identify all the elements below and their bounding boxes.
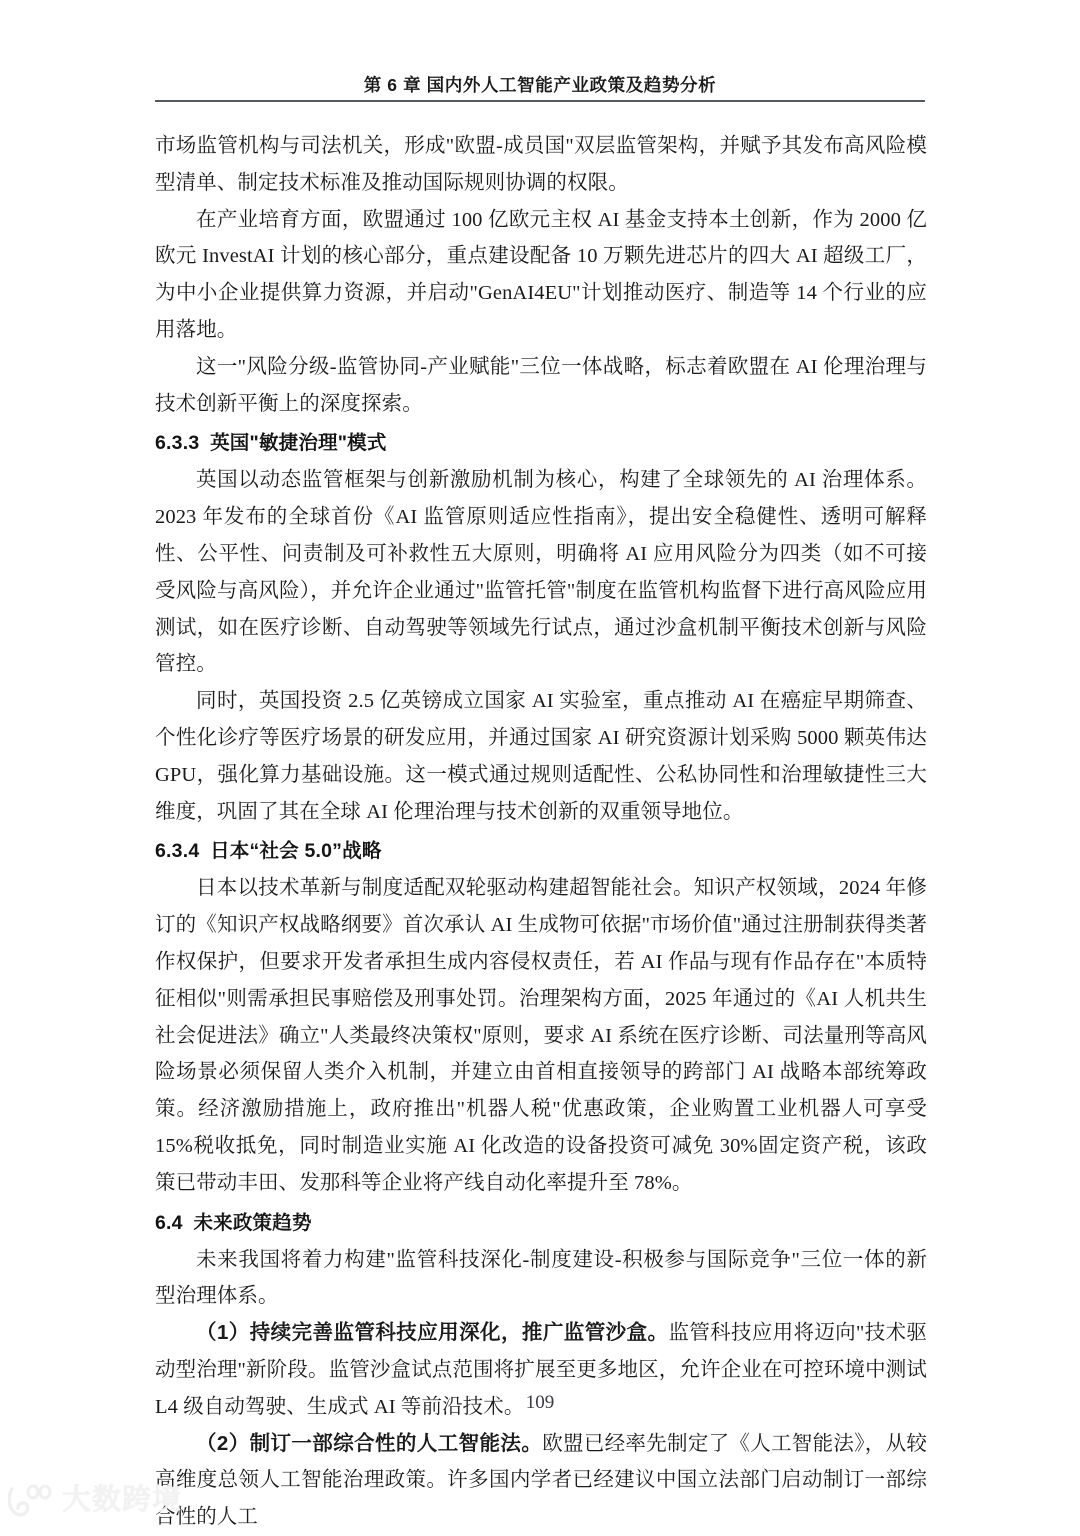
watermark-logo-icon <box>8 1483 54 1517</box>
paragraph-continued: 市场监管机构与司法机关，形成"欧盟-成员国"双层监管架构，并赋予其发布高风险模型清单、制定技术标准及推动国际规则协调的权限。 <box>155 135 927 194</box>
list-item-1-label: （1）持续完善监管科技应用深化，推广监管沙盒。 <box>196 1321 669 1345</box>
paragraph-uk-governance: 英国以动态监管框架与创新激励机制为核心，构建了全球领先的 AI 治理体系。2023 年发布的全球首份《AI 监管原则适应性指南》，提出安全稳健性、透明可解释性、公平性、问责制及可补救性五大原则，明确将 AI 应用风险分为四类（如不可接受风险与高风险），并允许企业通过"监管托管"制度在监管机构监督下进行高风险应用测试，如在医疗诊断、自动驾驶等领域先行试点，通过沙盒机制平衡技术创新与风险管控。 <box>155 469 927 676</box>
list-item-1-text: 监管科技应用将迈向"技术驱动型治理"新阶段。监管沙盒试点范围将扩展至更多地区，允许企业在可控环境中测试 L4 级自动驾驶、生成式 AI 等前沿技术。 <box>155 1322 928 1418</box>
paragraph-trinity-strategy: 这一"风险分级-监管协同-产业赋能"三位一体战略，标志着欧盟在 AI 伦理治理与技术创新平衡上的深度探索。 <box>155 355 927 415</box>
heading-6-3-4-title: 日本“社会 5.0”战略 <box>210 840 382 863</box>
heading-6-4 <box>155 1205 927 1241</box>
heading-6-3-3 <box>155 425 927 461</box>
paragraph-industry-cultivation: 在产业培育方面，欧盟通过 100 亿欧元主权 AI 基金支持本土创新，作为 2000 亿欧元 InvestAI 计划的核心部分，重点建设配备 10 万颗先进芯片的四大 AI 超级工厂，为中小企业提供算力资源，并启动"GenAI4EU"计划推动医疗、制造等 14 个行业的应用落地。 <box>155 208 927 341</box>
watermark-text: 大数跨境 <box>62 1483 183 1516</box>
paragraph-uk-investment: 同时，英国投资 2.5 亿英镑成立国家 AI 实验室，重点推动 AI 在癌症早期筛查、个性化诊疗等医疗场景的研发应用，并通过国家 AI 研究资源计划采购 5000 颗英伟达 GPU，强化算力基础设施。这一模式通过规则适配性、公私协同性和治理敏捷性三大维度，巩固了其在全球 AI 伦理治理与技术创新的双重领导地位。 <box>155 690 927 823</box>
heading-6-3-3-number: 6.3.3 <box>155 432 200 455</box>
page-content <box>155 128 927 1536</box>
list-item-2-text: 欧盟已经率先制定了《人工智能法》，从较高维度总领人工智能治理政策。许多国内学者已经建议中国立法部门启动制订一部综合性的人工 <box>155 1432 927 1529</box>
page-number: 109 <box>525 1392 555 1413</box>
heading-6-3-4 <box>155 833 927 869</box>
list-item-2-label: （2）制订一部综合性的人工智能法。 <box>196 1431 543 1455</box>
list-item-2 <box>155 1426 927 1536</box>
heading-6-3-4-number: 6.3.4 <box>155 840 200 863</box>
paragraph-future-trend-intro: 未来我国将着力构建"监管科技深化-制度建设-积极参与国际竞争"三位一体的新型治理体系。 <box>155 1248 927 1308</box>
running-header: 第 6 章 国内外人工智能产业政策及趋势分析 <box>363 75 717 95</box>
heading-6-3-3-title: 英国"敏捷治理"模式 <box>210 432 387 455</box>
heading-6-4-number: 6.4 <box>155 1211 183 1234</box>
paragraph-japan-society5: 日本以技术革新与制度适配双轮驱动构建超智能社会。知识产权领域，2024 年修订的《知识产权战略纲要》首次承认 AI 生成物可依据"市场价值"通过注册制获得类著作权保护，但要求开发者承担生成内容侵权责任，若 AI 作品与现有作品存在"本质特征相似"则需承担民事赔偿及刑事处罚。治理架构方面，2025 年通过的《AI 人机共生社会促进法》确立"人类最终决策权"原则，要求 AI 系统在医疗诊断、司法量刑等高风险场景必须保留人类介入机制，并建立由首相直接领导的跨部门 AI 战略本部统筹政策。经济激励措施上，政府推出"机器人税"优惠政策，企业购置工业机器人可享受 15%税收抵免，同时制造业实施 AI 化改造的设备投资可减免 30%固定资产税，该政策已带动丰田、发那科等企业将产线自动化率提升至 78%。 <box>155 877 927 1194</box>
heading-6-4-title: 未来政策趋势 <box>193 1211 312 1234</box>
header-rule <box>155 100 925 102</box>
